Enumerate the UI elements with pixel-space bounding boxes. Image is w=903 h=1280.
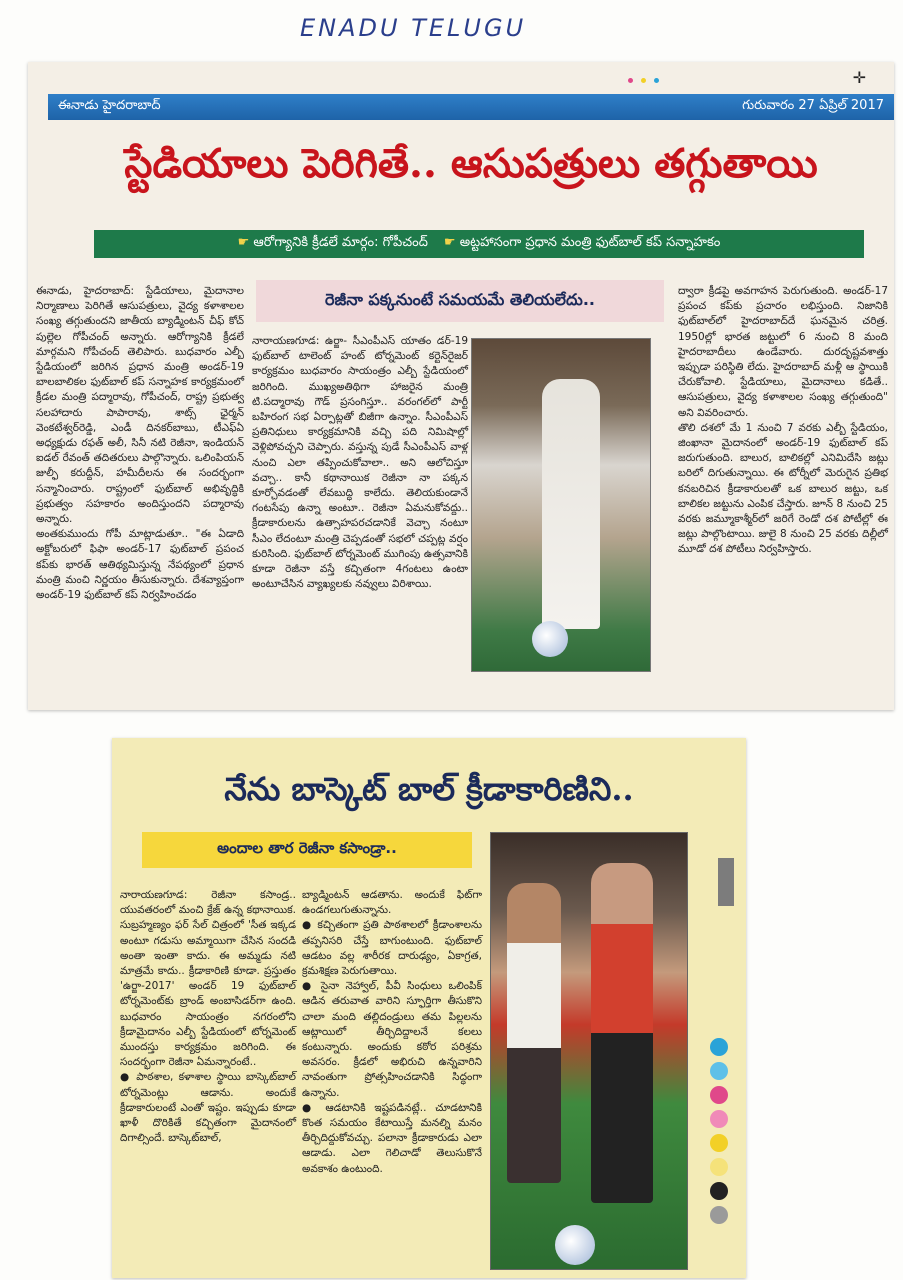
inset-headline: రెజీనా పక్కనుంటే సమయమే తెలియలేదు.. bbox=[256, 280, 664, 322]
edition-name: ఈనాడు హైదరాబాద్ bbox=[58, 98, 161, 113]
photo-person bbox=[507, 883, 561, 1183]
article-column-2: నారాయణగూడ: ఉర్జా- సీఎంపీఎస్ యాతం డర్-19 ఫుట్‌బాల్ టాలెంట్ హంట్ టోర్నమెంట్ కర్టెన్‌రైజర్ కార్యక్రమం బుధవారం సాయంత్రం ఎల్బీ స్టేడియంలో జరిగింది. ముఖ్యఅతిథిగా హాజరైన మంత్రి టి.పద్మారావు గౌడ్ ప్రసంగిస్తూ.. వరంగల్‌లో పార్టీ బహిరంగ సభ ఏర్పాట్లతో బిజీగా ఉన్నాం. సీఎంపీఎస్ ప్రతినిధులు కార్యక్రమానికి వచ్చి పది నిమిషాల్లో వెళ్లిపోవచ్చని చెప్పారు. వస్తున్న పుడే సీఎంపీఎస్ వాళ్ల నుంచి ఎలా తప్పించుకోవాలా.. అని ఆలోచిస్తూ వచ్చా.. కానీ కథానాయిక రెజీనా నా పక్కన కూర్చోవడంతో లేవబుద్ధి కాలేదు. తెలియకుండానే గంటసేపు ఉన్నా అంటూ.. రెజీనా ఏమనుకోవద్దు.. క్రీడాకారులను ఉత్సాహపరచడానికే వెచ్చా నంటూ సీఎం లేదంటూ మంత్రి చెప్పడంతో సభలో చప్పట్ల వర్షం కురిసింది. ఫుట్‌బాల్ టోర్నమెంట్ ముగింపు ఉత్సవానికి కూడా రెజీనా వస్తే కచ్చితంగా 4గంటలు ఉంటా అంటూచేసిన వ్యాఖ్యలకు నవ్వులు విరిశాయి. bbox=[252, 335, 472, 591]
news-photo-football bbox=[471, 338, 651, 672]
subheadline-1: ఆరోగ్యానికి క్రీడలే మార్గం: గోపీచంద్ bbox=[253, 235, 428, 250]
print-mark bbox=[718, 858, 734, 906]
color-swatch bbox=[710, 1206, 728, 1224]
color-swatch bbox=[710, 1110, 728, 1128]
registration-dots bbox=[628, 78, 659, 83]
color-swatch bbox=[710, 1038, 728, 1056]
crosshair-icon: ✛ bbox=[852, 68, 866, 87]
clipping-2-subheadline: అందాల తార రెజీనా కసాండ్రా.. bbox=[142, 832, 472, 868]
main-headline: స్టేడియాలు పెరిగితే.. ఆసుపత్రులు తగ్గుతాయి bbox=[124, 140, 818, 187]
pointer-icon: ☛ bbox=[237, 235, 250, 250]
football-icon bbox=[555, 1225, 595, 1265]
clipping-2-headline: నేను బాస్కెట్ బాల్ క్రీడాకారిణిని.. bbox=[224, 770, 634, 808]
subheadline-bar bbox=[94, 230, 864, 258]
pointer-icon: ☛ bbox=[443, 235, 456, 250]
bottom-newspaper-clipping bbox=[112, 738, 746, 1278]
color-swatch bbox=[710, 1182, 728, 1200]
subheadline-2: అట్టహాసంగా ప్రధాన మంత్రి ఫుట్‌బాల్ కప్ సన్నాహకం bbox=[459, 235, 721, 250]
photo-person bbox=[591, 863, 653, 1203]
color-registration-swatches bbox=[710, 1038, 728, 1224]
photo-person bbox=[542, 379, 600, 629]
color-swatch bbox=[710, 1086, 728, 1104]
color-swatch bbox=[710, 1062, 728, 1080]
handwritten-note: ENADU TELUGU bbox=[300, 14, 527, 42]
article-column-1: ఈనాడు, హైదరాబాద్: స్టేడియాలు, మైదానాల నిర్మాణాలు పెరిగితే ఆసుపత్రులు, వైద్య కళాశాలల సంఖ్య తగ్గుతుందని జాతీయ బ్యాడ్మింటన్ చీఫ్ కోచ్ పుల్లెల గోపీచంద్ అన్నారు. ఆరోగ్యానికి క్రీడలే మార్గమని గోపీచంద్ తెలిపారు. బుధవారం ఎల్బీ స్టేడియంలో జరిగిన ప్రధాన మంత్రి అండర్-19 బాలబాలికల ఫుట్‌బాల్ కప్ సన్నాహక కార్యక్రమంలో క్రీడల మంత్రి పద్మారావు, గోపీచంద్, రాష్ట్ర ప్రభుత్వ సలహాదారు పాపారావు, శాట్స్ ఛైర్మన్ వెంకటేశ్వర్‌రెడ్డి, ఎండీ దినకర్‌బాబు, టీఎఫ్ఏ అధ్యక్షుడు రఫత్ అలీ, సినీ నటి రెజీనా, ఇండియన్ ఐడల్ రేవంత్ తదితరులు పాల్గొన్నారు. ఒలింపియన్ జుల్ఫీ కరుద్దీన్, హమీదీలను ఈ సందర్భంగా సన్మానించారు. రాష్ట్రంలో ఫుట్‌బాల్ అభివృద్ధికి ప్రభుత్వం సహకారం అందిస్తుందని పద్మారావు అన్నారు. అంతకుముందు గోపీ మాట్లాడుతూ.. "ఈ ఏడాది అక్టోబరులో ఫిఫా అండర్-17 ఫుట్‌బాల్ ప్రపంచ కప్‌కు భారత్ ఆతిథ్యమిస్తున్న నేపథ్యంలో ప్రధాన మంత్రి మంచి నిర్ణయం తీసుకున్నారు. దేశవ్యాప్తంగా అండర్-19 ఫుట్‌బాల్ కప్ నిర్వహించడం bbox=[36, 285, 245, 602]
edition-date: గురువారం 27 ఏప్రిల్ 2017 bbox=[742, 98, 884, 113]
edition-header-bar bbox=[48, 94, 894, 120]
clipping-2-column-2: బ్యాడ్మింటన్ ఆడతాను. అందుకే ఫిట్‌గా ఉండగలుగుతున్నాను. ● కచ్చితంగా ప్రతి పాఠశాలలో క్రీడాంశాలను తప్పనిసరి చేస్తే బాగుంటుంది. ఫుట్‌బాల్ ఆడటం వల్ల శారీరక దారుఢ్యం, ఏకాగ్రత, క్రమశిక్షణ పెరుగుతాయి. ● సైనా నెహ్వాల్, పీవీ సింధులు ఒలింపిక్ ఆడిన తరువాత వారిని స్ఫూర్తిగా తీసుకొని చాలా మంది తల్లిదండ్రులు తమ పిల్లలను ఆట్లాయిలో తీర్చిదిద్దాలనే కలలు కంటున్నారు. అందుకు కఠోర పరిశ్రమ అవసరం. క్రీడలో అభిరుచి ఉన్నవారిని నావంతుగా ప్రోత్సహించడానికి సిద్ధంగా ఉన్నాను. ● ఆడటానికి ఇష్టపడినట్లే.. చూడటానికి కొంత సమయం కేటాయిస్తే మనల్ని మనం తీర్చిదిద్దుకోవచ్చు. పలానా క్రీడాకారుడు ఎలా ఆడాడు. ఎలా గెలిచాడో తెలుసుకొనే అవకాశం ఉంటుంది. bbox=[302, 889, 482, 1175]
article-column-3: ద్వారా క్రీడపై అవగాహన పెరుగుతుంది. అండర్-17 ప్రపంచ కప్‌కు ప్రచారం లభిస్తుంది. నిజానికి ఫుట్‌బాల్‌లో హైదరాబాద్‌దే ఘనమైన చరిత్ర. 1950ల్లో భారత జట్టులో 6 నుంచి 8 మంది హైదరాబాదీలు ఉండేవారు. దురదృష్టవశాత్తు ఇప్పుడా పరిస్థితి లేదు. హైదరాబాద్ మళ్లీ ఆ స్థాయికి చేరుకోవాలి. స్టేడియాలు, మైదానాలు కడితే.. ఆసుపత్రులు, వైద్య కళాశాలల సంఖ్య తగ్గుతుంది" అని వివరించారు. తొలి దశలో మే 1 నుంచి 7 వరకు ఎల్బీ స్టేడియం, జింఖానా మైదానంలో అండర్-19 ఫుట్‌బాల్ కప్ జరుగుతుంది. బాలుర, బాలికల్లో ఎనిమిదేసి జట్లు బరిలో దిగుతున్నాయి. ఈ టోర్నీలో మెరుగైన ప్రతిభ కనబరిచిన క్రీడాకారులతో ఒక బాలుర జట్టు, ఒక బాలికల జట్టును ఎంపిక చేస్తారు. జూన్ 8 నుంచి 25 వరకు జమ్మూకాశ్మీర్‌లో జరిగే రెండో దశ పోటీల్లో ఈ జట్లు పాల్గొంటాయి. జులై 8 నుంచి 25 వరకు దిల్లీలో మూడో దశ పోటీలు నిర్వహిస్తారు. bbox=[678, 285, 888, 556]
color-swatch bbox=[710, 1158, 728, 1176]
top-newspaper-clipping bbox=[28, 62, 894, 710]
clipping-2-column-1: నారాయణగూడ: రెజీనా కసాండ్ర.. యువతరంలో మంచి క్రేజ్ ఉన్న కథానాయిక. సుబ్రహ్మణ్యం ఫర్ సేల్ చిత్రంలో 'సీత ఇక్కడ అంటూ గడుసు అమ్మాయిగా చేసిన సందడి అంతా ఇంతా కాదు. ఈ అమ్మడు నటి మాత్రమే కాదు.. క్రీడాకారిణి కూడా. ప్రస్తుతం 'ఉర్జా-2017' అండర్ 19 ఫుట్‌బాల్ టోర్నమెంట్‌కు బ్రాండ్ అంబాసిడర్‌గా ఉంది. బుధవారం సాయంత్రం నగరంలోని క్రీడామైదానం ఎల్బీ స్టేడియంలో టోర్నమెంట్ ముందస్తు కార్యక్రమం జరిగింది. ఈ సందర్భంగా రెజీనా ఏమన్నారంటే.. ● పాఠశాల, కళాశాల స్థాయి బాస్కెట్‌బాల్ టోర్నమెంట్లు ఆడాను. అందుకే క్రీడాకారులంటే ఎంతో ఇష్టం. ఇప్పుడు కూడా ఖాళీ దొరికితే కచ్చితంగా మైదానంలో దిగాల్సిందే. బాస్కెట్‌బాల్, bbox=[120, 889, 296, 1145]
news-photo-regina bbox=[490, 832, 688, 1270]
football-icon bbox=[532, 621, 568, 657]
color-swatch bbox=[710, 1134, 728, 1152]
